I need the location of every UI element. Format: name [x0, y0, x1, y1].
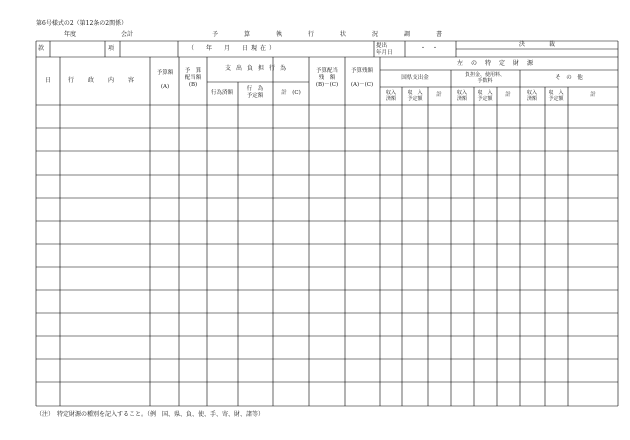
header-total-3: 計 — [590, 92, 596, 98]
header-received-2: 収入 済額 — [456, 90, 468, 103]
header-subtotal-c: 計 (C) — [281, 90, 301, 96]
header-administrative-content: 行政内容 — [67, 77, 149, 84]
form-number: 第6号様式の2（第12条の2関係） — [36, 20, 128, 27]
header-total-2: 計 — [505, 92, 511, 98]
kou-label: 項 — [108, 45, 115, 52]
document-title: 予算執行状況調書 — [212, 31, 469, 38]
header-national-prefectural: 国県支出金 — [401, 75, 429, 81]
header-expenditure-burden: 支出負担行為 — [224, 65, 292, 72]
header-act-planned: 行 為 予定額 — [246, 86, 264, 99]
header-planned-income-3: 収 入 予定額 — [548, 90, 564, 103]
header-others: そ の 他 — [555, 75, 583, 81]
header-budget-balance: 予算残額 (A)－(C) — [350, 68, 374, 88]
header-planned-income-2: 収 入 予定額 — [477, 90, 493, 103]
footnote: （注） 特定財源の種別を記入すること。（例 国、県、負、使、手、寄、財、諸等） — [36, 411, 265, 418]
header-budget-amount: 予算額 (A) — [156, 70, 174, 90]
submitted-date-value: ・ ・ — [420, 45, 439, 52]
header-received-1: 収入 済額 — [385, 90, 397, 103]
header-allocation-balance: 予算配当 残 額 (B)－(C) — [315, 68, 339, 88]
fiscal-year-label: 年度 — [64, 31, 77, 38]
date-as-of: （ 年 月 日現在） — [188, 45, 279, 52]
header-act-done: 行為済額 — [210, 90, 234, 96]
header-budget-allocation: 予 算 配当額 (B) — [184, 68, 202, 88]
header-day: 日 — [44, 77, 52, 84]
kan-label: 款 — [38, 45, 45, 52]
submitted-date-label: 提出 年月日 — [376, 43, 393, 56]
header-planned-income-1: 収 入 予定額 — [407, 90, 423, 103]
header-specific-funding: 左の特定財源 — [456, 60, 542, 67]
header-charges-fees: 負担金、使用料、 手数料 — [464, 72, 506, 85]
header-received-3: 収入 済額 — [526, 90, 538, 103]
header-total-1: 計 — [436, 92, 442, 98]
account-label: 会計 — [121, 31, 134, 38]
approval-label: 決 裁 — [518, 41, 556, 48]
